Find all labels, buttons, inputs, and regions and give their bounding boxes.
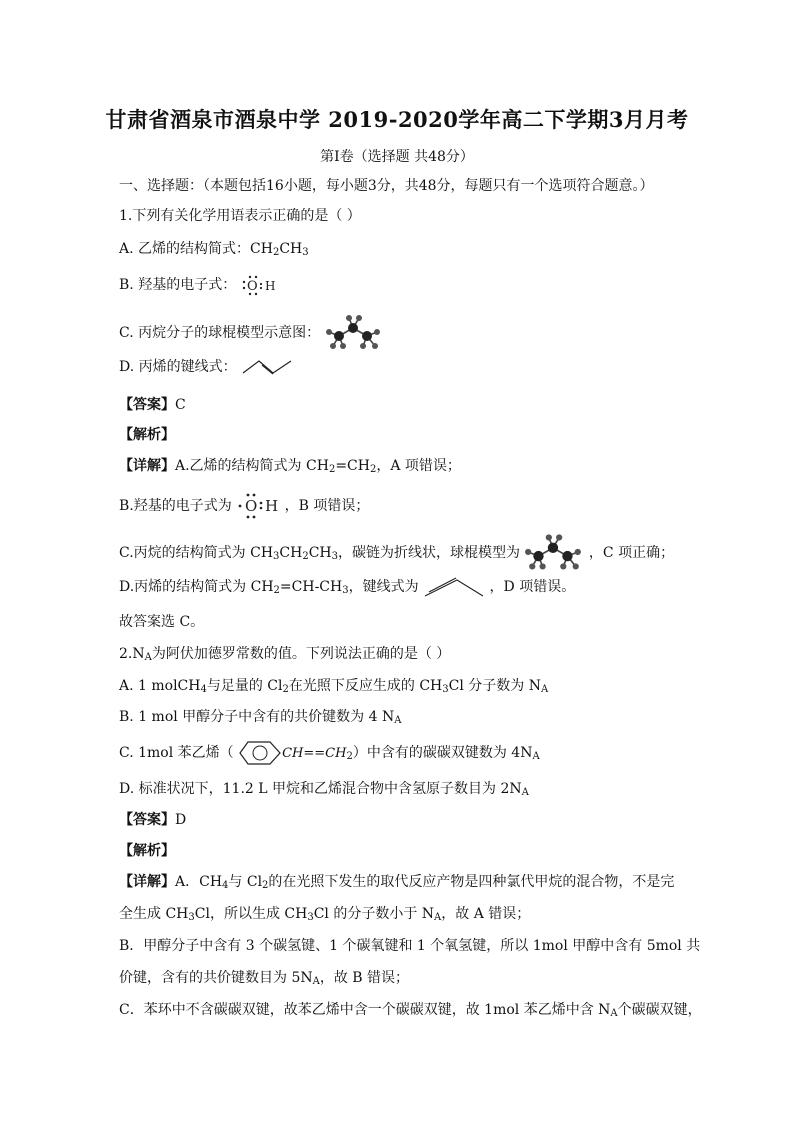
benzene-ring-icon <box>238 740 282 766</box>
section-instruction: 一、选择题：（本题包括16小题，每小题3分，共48分，每题只有一个选项符合题意。） <box>119 178 654 194</box>
q2-analysis-tag: 【解析】 <box>119 843 175 859</box>
q2-option-b: B. 1 mol 甲醇分子中含有的共价键数为 4 $N_A$ <box>119 709 402 726</box>
q2-answer: 【答案】D <box>119 812 187 828</box>
q1-conclusion: 故答案选 C。 <box>119 614 205 630</box>
propane-ball-stick-model-icon <box>325 314 383 352</box>
q2-option-a: A. 1 molCH$_4$与足量的 $Cl_2$在光照下反应生成的 $CH_3Cl$ 分子数为 $N_A$ <box>119 678 549 695</box>
svg-text:H: H <box>264 279 276 293</box>
q2-option-d: D. 标准状况下，11.2 L 甲烷和乙烯混合物中含氢原子数目为 $2N_A$ <box>119 781 529 798</box>
page-subtitle: 第I卷（选择题 共48分） <box>320 149 474 165</box>
q2-detail-b-line2: 价键，含有的共价键数目为 $5N_A$，故 B 错误； <box>119 970 410 987</box>
hydroxyl-electron-formula-icon <box>236 492 280 520</box>
q1-stem: 1.下列有关化学用语表示正确的是（ ） <box>119 208 361 224</box>
q2-detail-c-line1: C．苯环中不含碳碳双键，故苯乙烯中含一个碳碳双键，故 1mol 苯乙烯中含 $N_A$个碳碳双键， <box>119 1002 702 1019</box>
q1-detail-b: B.羟基的电子式为 O H ，B 项错误； <box>119 492 369 520</box>
q1-option-c: C. 丙烷分子的球棍模型示意图： <box>119 314 383 352</box>
svg-text:O: O <box>246 279 258 294</box>
propene-skeletal-formula-icon <box>241 357 293 377</box>
q1-analysis-tag: 【解析】 <box>119 427 175 443</box>
q2-detail-b-line1: B．甲醇分子中含有 3 个碳氢键、1 个碳氧键和 1 个氧氢键，所以 1mol 甲醇中含有 5mol 共 <box>119 938 701 954</box>
q1-answer: 【答案】C <box>119 397 186 413</box>
q1-detail-d: D.丙烯的结构简式为 $CH_2=CH-CH_3$，键线式为 ，D 项错误。 <box>119 576 575 598</box>
q1-option-d: D. 丙烯的键线式： <box>119 357 293 377</box>
q1-option-a: A. 乙烯的结构简式：$CH_2CH_3$ <box>119 241 309 258</box>
hydroxyl-electron-formula-icon <box>241 274 281 296</box>
q2-detail-a-line1: 【详解】A．$CH_4$与 $Cl_2$的在光照下发生的取代反应产物是四种氯代甲烷的混合物，不是完 <box>119 874 675 891</box>
q1-detail-c: C.丙烷的结构简式为 $CH_3CH_2CH_3$，碳链为折线状，球棍模型为 ，C 项正确； <box>119 533 674 573</box>
q1-detail-a: 【详解】A.乙烯的结构简式为 $CH_2=CH_2$，A 项错误； <box>119 458 461 475</box>
page-title: 甘肃省酒泉市酒泉中学 2019-2020学年高二下学期3月月考 <box>105 107 689 132</box>
q2-detail-a-line2: 全生成 $CH_3Cl$，所以生成 $CH_3Cl$ 的分子数小于 $N_A$，故 A 错误； <box>119 906 531 923</box>
propene-skeletal-formula-icon <box>423 576 485 598</box>
q1-option-b: B. 羟基的电子式： O H <box>119 274 281 296</box>
svg-text:O: O <box>245 497 258 515</box>
svg-text:H: H <box>265 497 279 515</box>
propane-ball-stick-model-icon <box>524 533 584 573</box>
q2-option-c: C. 1mol 苯乙烯（ $CH==CH_2$）中含有的碳碳双键数为 $4N_A$ <box>119 740 540 766</box>
q2-stem: $2.N_A$为阿伏加德罗常数的值。下列说法正确的是（ ） <box>119 646 451 663</box>
